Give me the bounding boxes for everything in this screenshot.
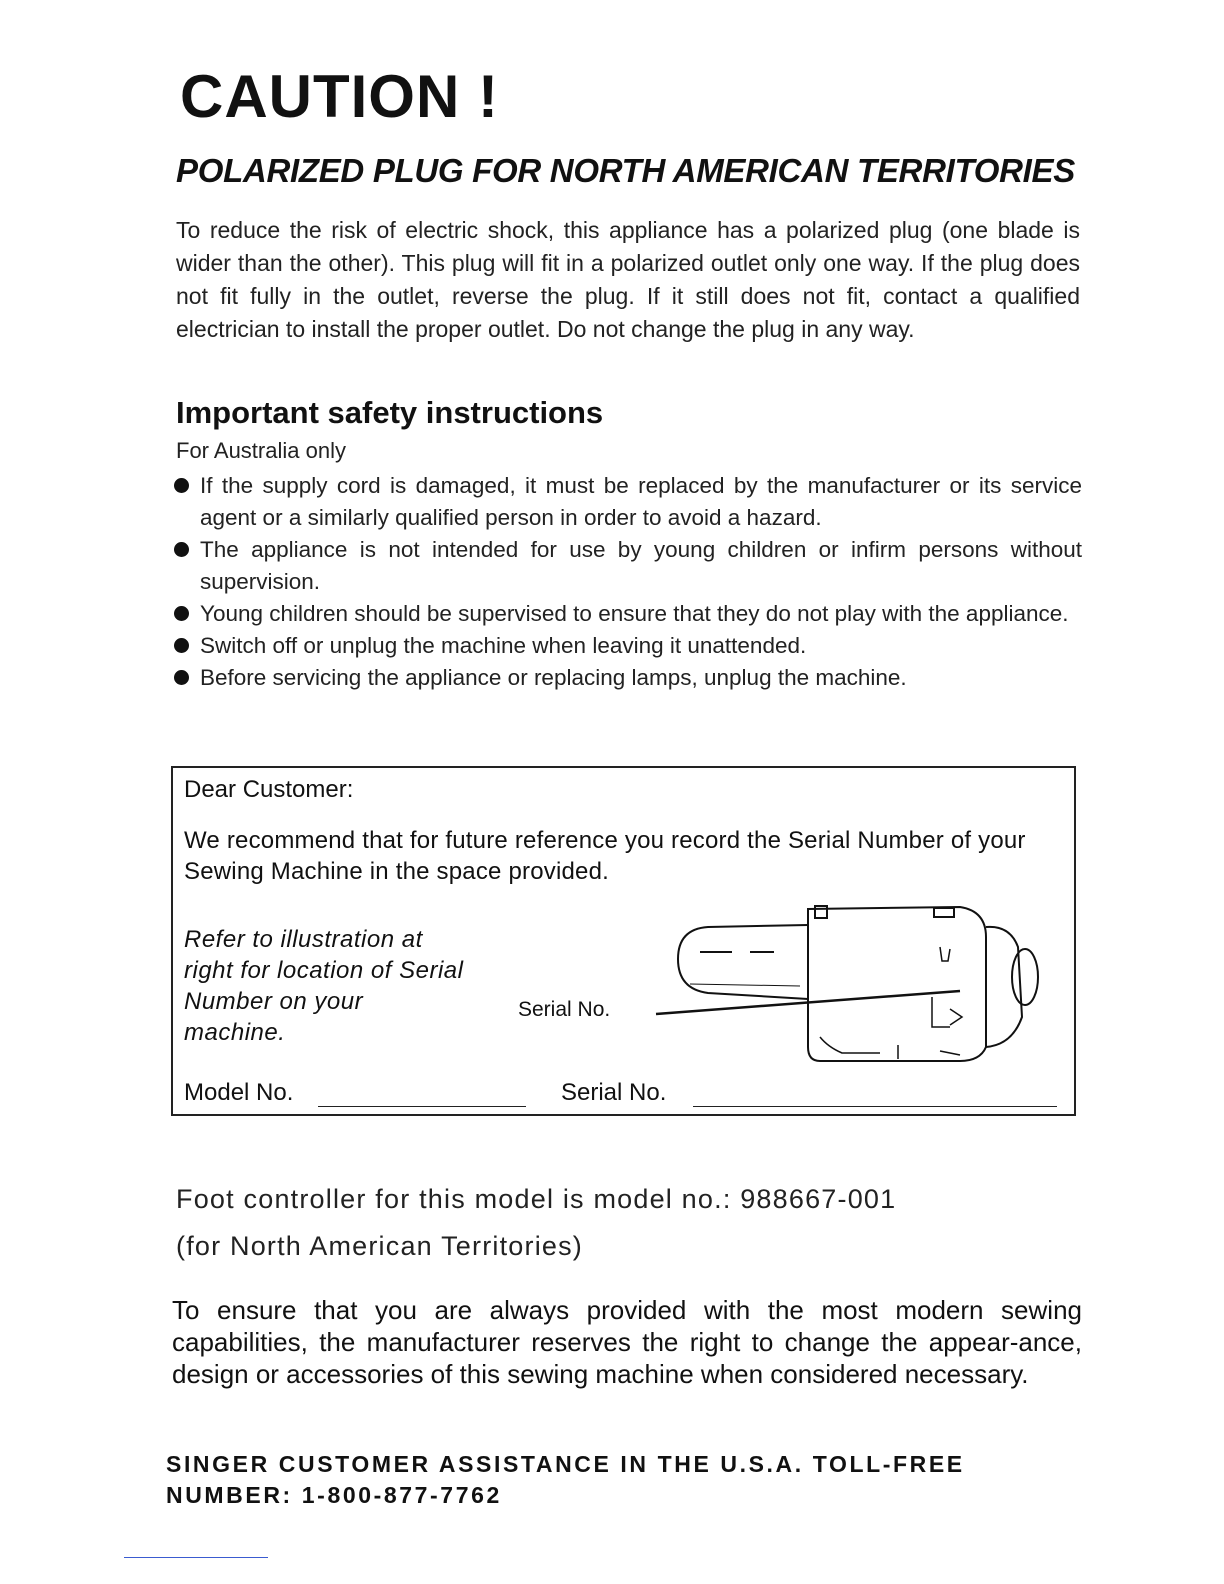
safety-instructions-subheading: For Australia only <box>176 438 346 463</box>
list-item-text: Before servicing the appliance or replacing lamps, unplug the machine. <box>200 665 907 690</box>
refer-illustration-note: Refer to illustration at right for location of Serial Number on your machine. <box>184 926 464 1046</box>
caution-title: CAUTION ! <box>180 63 499 130</box>
list-item <box>172 598 1082 630</box>
list-item <box>172 630 1082 662</box>
serial-number-field <box>693 1106 1057 1107</box>
bullet-icon <box>174 478 189 493</box>
polarized-plug-paragraph: To reduce the risk of electric shock, this appliance has a polarized plug (one blade is wider than the other). This plug will fit in a polarized outlet only one way. If the plug does not fit fully in the outlet, reverse the plug. If it still does not fit, contact a qualified electrician to install the proper outlet. Do not change the plug in any way. <box>176 217 1080 342</box>
bullet-icon <box>174 606 189 621</box>
serial-number-label: Serial No. <box>561 1079 667 1106</box>
bullet-icon <box>174 638 189 653</box>
model-number-label: Model No. <box>184 1079 294 1106</box>
foot-controller-territories: (for North American Territories) <box>176 1231 583 1261</box>
list-item <box>172 534 1082 598</box>
customer-greeting: Dear Customer: <box>184 776 354 803</box>
list-item <box>172 662 1082 694</box>
illustration-serial-label: Serial No. <box>518 998 611 1021</box>
list-item-text: If the supply cord is damaged, it must be replaced by the manufacturer or its service agent or a similarly qualified person in order to avoid a hazard. <box>200 473 1082 530</box>
bullet-icon <box>174 670 189 685</box>
safety-instructions-heading: Important safety instructions <box>176 395 604 430</box>
sewing-machine-illustration <box>650 897 1050 1069</box>
list-item-text: Switch off or unplug the machine when leaving it unattended. <box>200 633 807 658</box>
model-number-field <box>318 1106 526 1107</box>
foot-controller-model: Foot controller for this model is model no.: 988667-001 <box>176 1184 897 1214</box>
list-item-text: The appliance is not intended for use by young children or infirm persons without supervision. <box>200 537 1082 594</box>
footer-divider <box>124 1557 268 1558</box>
bullet-icon <box>174 542 189 557</box>
serial-recommendation-text: We recommend that for future reference you record the Serial Number of your Sewing Machine in the space provided. <box>184 827 1026 885</box>
polarized-plug-heading: POLARIZED PLUG FOR NORTH AMERICAN TERRITORIES <box>176 152 1075 189</box>
safety-instructions-list <box>172 470 1082 694</box>
list-item <box>172 470 1082 534</box>
customer-assistance-number: SINGER CUSTOMER ASSISTANCE IN THE U.S.A. TOLL-FREE NUMBER: 1-800-877-7762 <box>166 1451 965 1508</box>
list-item-text: Young children should be supervised to ensure that they do not play with the appliance. <box>200 601 1069 626</box>
modern-capabilities-notice: To ensure that you are always provided with the most modern sewing capabilities, the manufacturer reserves the right to change the appear-ance, design or accessories of this sewing machine when considered necessary. <box>172 1295 1082 1389</box>
